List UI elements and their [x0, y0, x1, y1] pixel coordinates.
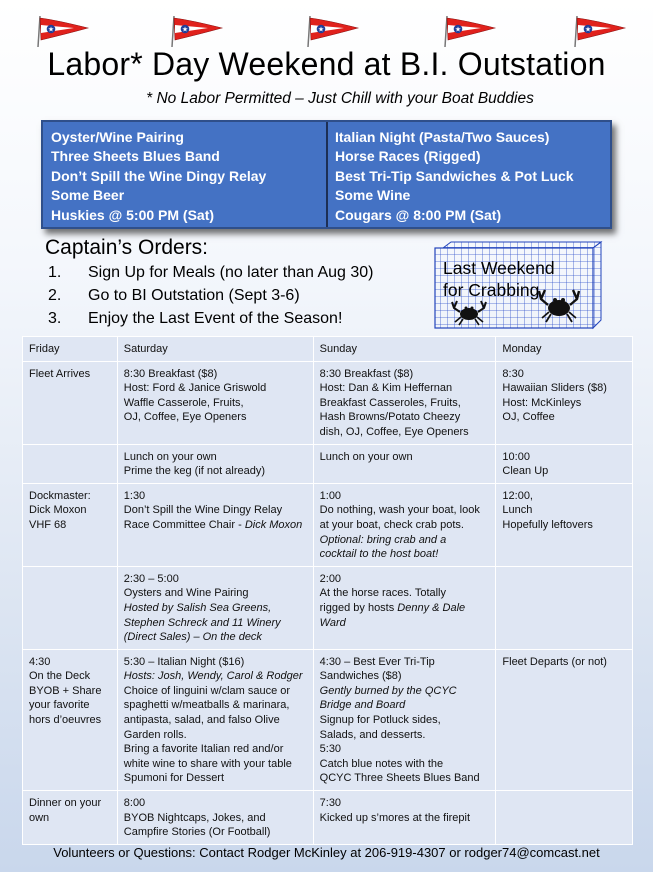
- crab-icon: [537, 288, 581, 324]
- cell-text-line: Campfire Stories (Or Football): [123, 826, 271, 839]
- cell-text-line: 1:00: [319, 489, 342, 502]
- column-header-friday: Friday: [23, 337, 118, 362]
- cell-text-line: Dockmaster:: [29, 489, 91, 502]
- schedule-cell-monday: [496, 444, 633, 483]
- cell-text-line: 12:00,: [502, 489, 533, 502]
- cell-text-line: Choice of linguini w/clam sauce or: [123, 684, 291, 697]
- crab-icon: [451, 298, 487, 326]
- column-header-sunday: Sunday: [313, 337, 496, 362]
- cell-text-line: Hosts: Josh, Wendy, Carol & Rodger: [123, 670, 303, 683]
- cell-text-line: white wine to share with your table: [123, 757, 292, 770]
- svg-text:★: ★: [317, 25, 325, 34]
- svg-text:★: ★: [47, 25, 55, 34]
- schedule-cell-sunday: [313, 444, 496, 483]
- event-item: Cougars @ 8:00 PM (Sat): [335, 206, 502, 223]
- cell-text-line: 4:30: [29, 655, 51, 668]
- schedule-cell-sunday: [313, 791, 496, 845]
- cell-text-line: (Direct Sales) – On the deck: [123, 631, 262, 644]
- schedule-cell-friday: [23, 791, 118, 845]
- contact-footer: Volunteers or Questions: Contact Rodger McKinley at 206-919-4307 or rodger74@comcast.net: [53, 845, 600, 860]
- page-title: Labor* Day Weekend at B.I. Outstation: [47, 46, 606, 82]
- schedule-cell-sunday: [313, 566, 496, 649]
- event-item: Don’t Spill the Wine Dingy Relay: [51, 167, 267, 184]
- cell-text-line: Bridge and Board: [319, 699, 406, 712]
- schedule-cell-monday: [496, 791, 633, 845]
- schedule-cell-friday: [23, 649, 118, 790]
- schedule-cell-friday: [23, 444, 118, 483]
- burgee-flag-icon: [306, 14, 362, 48]
- cell-text-line: Hopefully leftovers: [502, 518, 593, 531]
- cell-text-line: antipasta, salad, and falso Olive: [123, 714, 280, 727]
- table-row: [23, 649, 633, 790]
- table-row: [23, 566, 633, 649]
- cell-text-line: On the Deck: [29, 670, 91, 683]
- cell-text-line: Lunch: [502, 504, 533, 517]
- burgee-flag-icon: [443, 14, 499, 48]
- cell-text-line: Don’t Spill the Wine Dingy Relay: [123, 504, 283, 517]
- crabbing-line2: for Crabbing: [443, 280, 540, 300]
- cell-text-line: 8:30: [502, 367, 524, 380]
- cell-text-line: Hash Browns/Potato Cheezy: [319, 411, 461, 424]
- schedule-cell-saturday: [117, 566, 313, 649]
- event-item: Italian Night (Pasta/Two Sauces): [335, 129, 550, 145]
- schedule-cell-saturday: [117, 444, 313, 483]
- cell-text-line: Dick Moxon: [29, 504, 87, 517]
- cell-text-line: Race Committee Chair - Dick Moxon: [123, 518, 303, 531]
- event-item: Three Sheets Blues Band: [51, 148, 220, 165]
- cell-text-line: Hawaiian Sliders ($8): [502, 382, 607, 395]
- cell-text-line: Bring a favorite Italian red and/or: [123, 743, 284, 756]
- cell-text-line: Gently burned by the QCYC: [319, 684, 457, 697]
- svg-text:★: ★: [181, 25, 189, 34]
- cell-text-line: OJ, Coffee: [502, 411, 555, 424]
- cell-text-line: Waffle Casserole, Fruits,: [123, 396, 244, 409]
- column-header-saturday: Saturday: [117, 337, 313, 362]
- cell-text-line: 2:00: [319, 572, 342, 585]
- cell-text-line: Fleet Departs (or not): [502, 655, 607, 668]
- crabbing-cage-graphic: [433, 240, 603, 330]
- cell-text-line: Ward: [319, 616, 346, 629]
- event-item: Oyster/Wine Pairing: [51, 129, 184, 145]
- cell-text-line: spaghetti w/meatballs & marinara,: [123, 699, 290, 712]
- cell-text-line: 2:30 – 5:00: [123, 572, 179, 585]
- table-row: [23, 361, 633, 444]
- cell-text-line: Garden rolls.: [123, 728, 187, 741]
- schedule-cell-saturday: [117, 649, 313, 790]
- table-header-row: [23, 337, 633, 362]
- cell-text-line: Optional: bring crab and a: [319, 533, 447, 546]
- cell-text-line: Host: McKinleys: [502, 396, 582, 409]
- cell-text-line: BYOB + Share: [29, 684, 102, 697]
- order-text: Enjoy the Last Event of the Season!: [88, 310, 343, 327]
- crabbing-line1: Last Weekend: [443, 258, 555, 278]
- cell-text-line: VHF 68: [29, 518, 67, 531]
- svg-text:★: ★: [584, 25, 592, 34]
- cell-text-line: Lunch on your own: [123, 450, 217, 463]
- cell-text-line: Host: Ford & Janice Griswold: [123, 382, 267, 395]
- schedule-cell-sunday: [313, 649, 496, 790]
- cell-text-line: Sandwiches ($8): [319, 670, 402, 683]
- cell-text-line: Spumoni for Dessert: [123, 772, 225, 785]
- event-item: Some Beer: [51, 187, 125, 204]
- schedule-cell-monday: [496, 566, 633, 649]
- cell-text-line: Breakfast Casseroles, Fruits,: [319, 396, 461, 409]
- cell-text-line: Signup for Potluck sides,: [319, 714, 441, 727]
- schedule-cell-friday: [23, 566, 118, 649]
- order-number: 2.: [48, 287, 62, 304]
- event-item: Best Tri-Tip Sandwiches & Pot Luck: [335, 167, 574, 184]
- schedule-cell-monday: [496, 483, 633, 566]
- schedule-cell-saturday: [117, 483, 313, 566]
- schedule-cell-saturday: [117, 791, 313, 845]
- cell-text-line: Hosted by Salish Sea Greens,: [123, 601, 272, 614]
- cell-text-line: 7:30: [319, 797, 342, 810]
- event-item: Horse Races (Rigged): [335, 148, 481, 165]
- schedule-table: [22, 336, 633, 845]
- schedule-cell-friday: [23, 483, 118, 566]
- table-row: [23, 483, 633, 566]
- cell-text-line: 8:30 Breakfast ($8): [123, 367, 218, 380]
- cell-text-line: Catch blue notes with the: [319, 757, 444, 770]
- cell-text-line: Salads, and desserts.: [319, 728, 426, 741]
- cell-text-line: At the horse races. Totally: [319, 587, 447, 600]
- burgee-flag-icon: [170, 14, 226, 48]
- schedule-cell-monday: [496, 361, 633, 444]
- svg-text:★: ★: [454, 25, 462, 34]
- burgee-flags-row: [0, 14, 653, 50]
- cell-text-line: cocktail to the host boat!: [319, 548, 439, 561]
- cell-text-line: Dinner on your: [29, 797, 102, 810]
- cell-text-line: 5:30 – Italian Night ($16): [123, 655, 245, 668]
- cell-text-line: hors d’oeuvres: [29, 714, 102, 727]
- cell-text-line: own: [29, 811, 50, 824]
- order-number: 3.: [48, 310, 62, 327]
- cell-text-line: 8:30 Breakfast ($8): [319, 367, 414, 380]
- table-row: [23, 791, 633, 845]
- events-left-column: [43, 122, 328, 227]
- order-text: Go to BI Outstation (Sept 3-6): [88, 287, 300, 304]
- cell-text-line: 10:00: [502, 450, 530, 463]
- cell-text-line: OJ, Coffee, Eye Openers: [123, 411, 247, 424]
- cell-text-line: Host: Dan & Kim Heffernan: [319, 382, 453, 395]
- cell-text-line: Stephen Schreck and 11 Winery: [123, 616, 281, 629]
- cell-text-line: Prime the keg (if not already): [123, 465, 265, 478]
- table-row: [23, 444, 633, 483]
- page-subtitle: * No Labor Permitted – Just Chill with your Boat Buddies: [146, 90, 534, 107]
- schedule-cell-saturday: [117, 361, 313, 444]
- schedule-cell-friday: [23, 361, 118, 444]
- cell-text-line: Do nothing, wash your boat, look: [319, 504, 480, 517]
- events-box: [41, 120, 612, 229]
- schedule-cell-monday: [496, 649, 633, 790]
- burgee-flag-icon: [573, 14, 629, 48]
- cell-text-line: Fleet Arrives: [29, 367, 91, 380]
- events-right-column: [328, 122, 610, 227]
- cell-text-line: 5:30: [319, 743, 342, 756]
- cell-text-line: 1:30: [123, 489, 146, 502]
- order-number: 1.: [48, 264, 62, 281]
- schedule-cell-sunday: [313, 483, 496, 566]
- cell-text-line: Lunch on your own: [319, 450, 413, 463]
- event-item: Huskies @ 5:00 PM (Sat): [51, 206, 215, 223]
- cell-text-line: BYOB Nightcaps, Jokes, and: [123, 811, 266, 824]
- cell-text-line: 8:00: [123, 797, 146, 810]
- orders-heading: Captain’s Orders:: [45, 236, 209, 259]
- order-text: Sign Up for Meals (no later than Aug 30): [88, 264, 374, 281]
- event-item: Some Wine: [335, 187, 411, 204]
- column-header-monday: Monday: [496, 337, 633, 362]
- schedule-cell-sunday: [313, 361, 496, 444]
- burgee-flag-icon: [36, 14, 92, 48]
- cell-text-line: your favorite: [29, 699, 90, 712]
- cell-text-line: QCYC Three Sheets Blues Band: [319, 772, 480, 785]
- cell-text-line: dish, OJ, Coffee, Eye Openers: [319, 425, 469, 438]
- cell-text-line: 4:30 – Best Ever Tri-Tip: [319, 655, 435, 668]
- cell-text-line: at your boat, check crab pots.: [319, 518, 464, 531]
- cell-text-line: rigged by hosts Denny & Dale: [319, 601, 466, 614]
- schedule-body: [23, 361, 633, 844]
- cell-text-line: Clean Up: [502, 465, 549, 478]
- cell-text-line: Oysters and Wine Pairing: [123, 587, 249, 600]
- cell-text-line: Kicked up s’mores at the firepit: [319, 811, 471, 824]
